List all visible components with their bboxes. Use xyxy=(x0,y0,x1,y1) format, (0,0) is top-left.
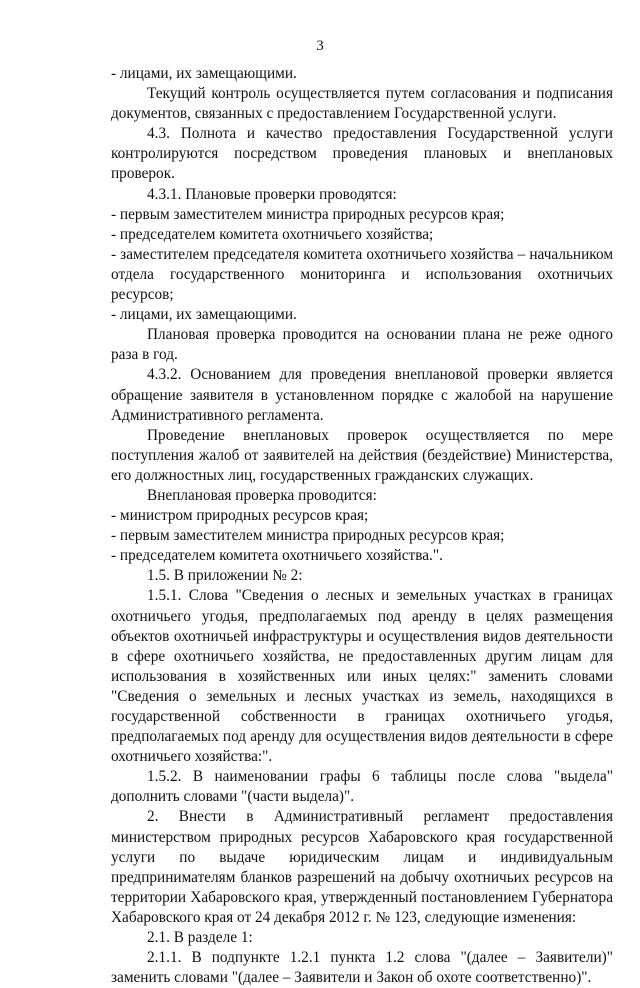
paragraph: 2.1.1. В подпункте 1.2.1 пункта 1.2 слова "(далее – Заявители)" заменить словами "(далее – Заявители и Закон об охоте соответственно)". xyxy=(111,949,613,987)
paragraph: Плановая проверка проводится на основании плана не реже одного раза в год. xyxy=(111,326,613,364)
paragraph: 1.5. В приложении № 2: xyxy=(147,567,303,585)
paragraph: 4.3. Полнота и качество предоставления Государственной услуги контролируются посредством проведения плановых и внеплановых проверок. xyxy=(111,125,613,183)
paragraph: Внеплановая проверка проводится: xyxy=(147,486,377,504)
paragraph: Текущий контроль осуществляется путем согласования и подписания документов, связанных с предоставлением Государственной услуги. xyxy=(111,85,613,123)
paragraph: 1.5.2. В наименовании графы 6 таблицы после слова "выдела" дополнить словами "(части выдела)". xyxy=(111,768,613,806)
paragraph: 4.3.1. Плановые проверки проводятся: xyxy=(147,185,397,203)
paragraph: - лицами, их замещающими. xyxy=(111,65,297,82)
list-item: - первым заместителем министра природных ресурсов края; xyxy=(111,205,505,223)
paragraph: 1.5.1. Слова "Сведения о лесных и земельных участках в границах охотничьего угодья, предполагаемых под аренду в целях размещения объектов охотничьей инфраструктуры и осуществления видов деятельности в сфере охотничьего хозяйства, не предоставленных другим лицам для использования в хозяйственных или иных целях:" заменить словами "Сведения о земельных и лесных участках из земель, находящихся в государственной собственности в границах охотничьего угодья, предполагаемых под аренду для осуществления видов деятельности в сфере охотничьего хозяйства:". xyxy=(111,587,613,766)
list-item: - председателем комитета охотничьего хозяйства; xyxy=(111,225,434,243)
list-item: - первым заместителем министра природных ресурсов края; xyxy=(111,527,505,545)
paragraph: 4.3.2. Основанием для проведения внеплановой проверки является обращение заявителя в установленном порядке с жалобой на нарушение Административного регламента. xyxy=(111,366,613,424)
paragraph: Проведение внеплановых проверок осуществляется по мере поступления жалоб от заявителей на действия (бездействие) Министерства, его должностных лиц, государственных гражданских служащих. xyxy=(111,426,613,484)
list-item: - председателем комитета охотничьего хозяйства.". xyxy=(111,547,443,565)
document-body xyxy=(111,64,613,988)
list-item: - лицами, их замещающими. xyxy=(111,306,297,324)
paragraph: 2.1. В разделе 1: xyxy=(147,929,253,947)
page-number: 3 xyxy=(316,38,324,54)
paragraph: 2. Внести в Административный регламент предоставления министерством природных ресурсов Хабаровского края государственной услуги по выдаче юридическим лицам и индивидуальным предпринимателям бланков разрешений на добычу охотничьих ресурсов на территории Хабаровского края, утвержденный постановлением Губернатора Хабаровского края от 24 декабря 2012 г. № 123, следующие изменения: xyxy=(111,808,613,926)
list-item: - заместителем председателя комитета охотничьего хозяйства – начальником отдела государственного мониторинга и использования охотничьих ресурсов; xyxy=(111,245,613,304)
list-item: - министром природных ресурсов края; xyxy=(111,507,369,525)
